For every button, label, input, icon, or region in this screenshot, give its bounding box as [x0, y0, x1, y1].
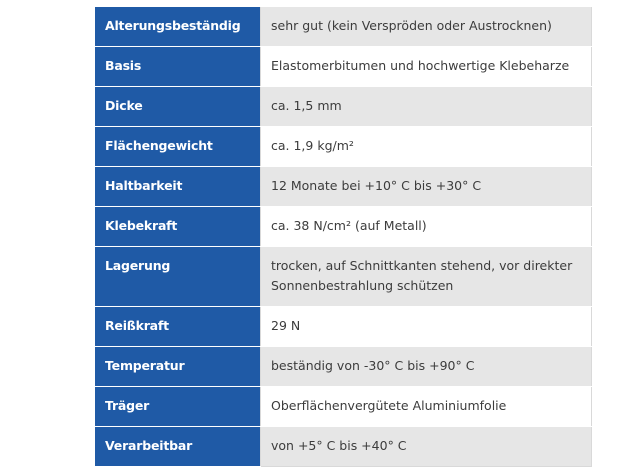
table-row — [95, 167, 592, 207]
table-row — [95, 307, 592, 347]
row-value: sehr gut (kein Verspröden oder Austrocknen) — [261, 7, 592, 47]
table-row — [95, 87, 592, 127]
row-label: Lagerung — [95, 247, 261, 307]
table-row — [95, 347, 592, 387]
row-label: Reißkraft — [95, 307, 261, 347]
table-row — [95, 7, 592, 47]
row-label: Träger — [95, 387, 261, 427]
row-value: trocken, auf Schnittkanten stehend, vor direkter Sonnenbestrahlung schützen — [261, 247, 592, 307]
row-label: Klebekraft — [95, 207, 261, 247]
row-value: ca. 1,5 mm — [261, 87, 592, 127]
row-label: Basis — [95, 47, 261, 87]
row-value: Elastomerbitumen und hochwertige Klebeharze — [261, 47, 592, 87]
table-row — [95, 247, 592, 307]
row-label: Alterungsbeständig — [95, 7, 261, 47]
table-row — [95, 427, 592, 467]
table-row — [95, 127, 592, 167]
row-label: Flächengewicht — [95, 127, 261, 167]
row-value: 12 Monate bei +10° C bis +30° C — [261, 167, 592, 207]
table-row — [95, 207, 592, 247]
row-label: Verarbeitbar — [95, 427, 261, 467]
spec-table-container — [95, 7, 592, 467]
table-row — [95, 47, 592, 87]
row-value: Oberflächenvergütete Aluminiumfolie — [261, 387, 592, 427]
row-label: Temperatur — [95, 347, 261, 387]
row-value: beständig von -30° C bis +90° C — [261, 347, 592, 387]
table-row — [95, 387, 592, 427]
spec-table — [95, 7, 592, 467]
row-value: ca. 38 N/cm² (auf Metall) — [261, 207, 592, 247]
row-label: Haltbarkeit — [95, 167, 261, 207]
row-value: ca. 1,9 kg/m² — [261, 127, 592, 167]
row-label: Dicke — [95, 87, 261, 127]
row-value: 29 N — [261, 307, 592, 347]
row-value: von +5° C bis +40° C — [261, 427, 592, 467]
